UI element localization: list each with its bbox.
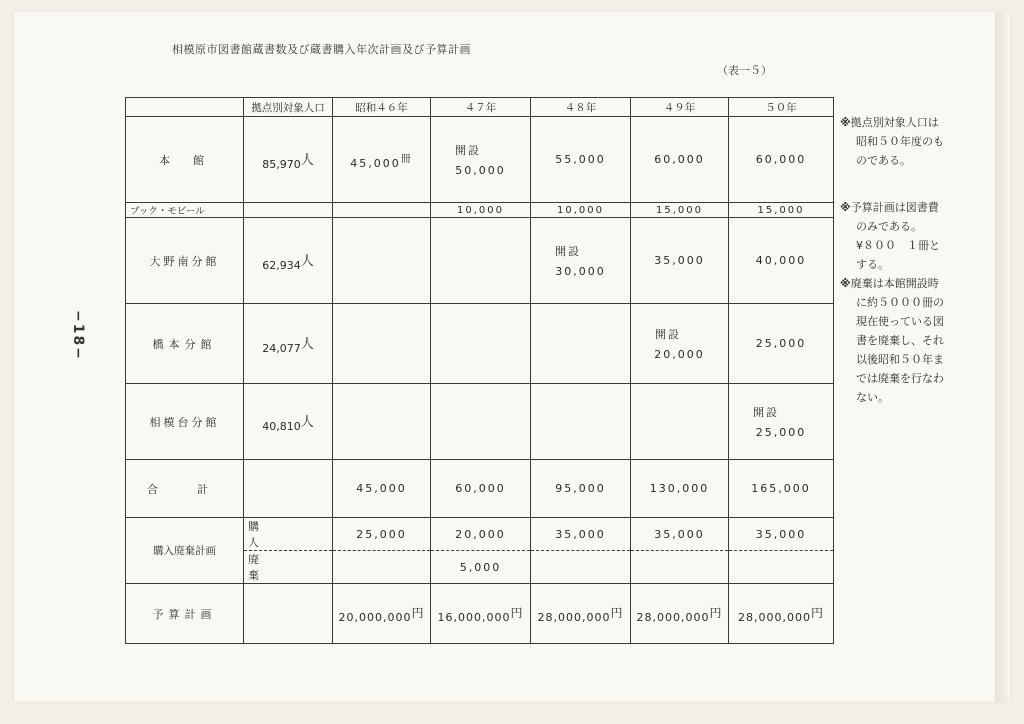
bookmobile-y46: [333, 203, 431, 218]
note-text: 拠点別対象人口は: [850, 116, 939, 129]
bookmobile-y47: 10,000: [431, 203, 531, 218]
total-y49: 130,000: [631, 460, 729, 518]
budget-value: 28,000,000: [738, 610, 811, 624]
opening-note: 開設: [455, 144, 481, 157]
yen-unit: 円: [810, 605, 824, 620]
onominami-y49: 35,000: [631, 218, 729, 304]
note-line: [840, 113, 960, 132]
bookmobile-population: [244, 203, 333, 218]
row-label-hashimoto: 橋本分館: [126, 304, 244, 384]
main-y47: [431, 117, 531, 203]
discard-y46: [333, 551, 431, 584]
row-bookmobile: [126, 203, 834, 218]
header-y48: ４８年: [531, 98, 631, 117]
note-line: ない。: [856, 391, 889, 404]
sagamidai-y48: [531, 384, 631, 460]
row-label-purchase-plan: 購入廃棄計画: [126, 518, 244, 584]
budget-value: 28,000,000: [636, 610, 710, 624]
table-label: （表一５）: [717, 64, 772, 77]
hashimoto-y46: [333, 304, 431, 384]
total-y50: 165,000: [729, 460, 834, 518]
population-value: 40,810: [262, 419, 301, 433]
main-y46-value: 45,000: [350, 156, 401, 170]
sagamidai-y46: [333, 384, 431, 460]
population-hashimoto: [244, 304, 333, 384]
page-edge: [995, 12, 1009, 702]
population-unit: 人: [300, 253, 314, 269]
population-onominami: [244, 218, 333, 304]
total-population: [244, 460, 333, 518]
main-y50: 60,000: [729, 117, 834, 203]
row-onominami: [126, 218, 834, 304]
bookmobile-y50: 15,000: [729, 203, 834, 218]
budget-value: 20,000,000: [338, 610, 412, 624]
note-mark: ※: [840, 201, 851, 214]
header-row: [126, 98, 834, 117]
yen-unit: 円: [610, 605, 624, 620]
hashimoto-y47: [431, 304, 531, 384]
hashimoto-y50: 25,000: [729, 304, 834, 384]
opening-note: 開設: [655, 328, 681, 341]
yen-unit: 円: [510, 605, 524, 620]
note-line: 書を廃棄し、それ: [856, 334, 944, 347]
note-line: のみである。: [856, 220, 922, 233]
population-sagamidai: [244, 384, 333, 460]
note-population: [840, 113, 960, 170]
note-line: では廃棄を行なわ: [856, 372, 944, 385]
discard-y47: 5,000: [431, 551, 531, 584]
purchase-label: 購 人: [244, 518, 333, 551]
note-line: する。: [856, 258, 889, 271]
note-line: に約５０００冊の: [856, 296, 944, 309]
row-label-main-library: 本 館: [126, 117, 244, 203]
note-line: のである。: [856, 154, 911, 167]
row-hashimoto: [126, 304, 834, 384]
purchase-y48: 35,000: [531, 518, 631, 551]
yen-unit: 円: [411, 605, 425, 620]
budget-y47: [431, 584, 531, 644]
note-line: [840, 274, 960, 293]
onominami-y48: [531, 218, 631, 304]
budget-value: 16,000,000: [437, 610, 511, 624]
sagamidai-y47: [431, 384, 531, 460]
purchase-y50: 35,000: [729, 518, 834, 551]
population-unit: 人: [300, 414, 314, 430]
population-value: 24,077: [262, 341, 301, 355]
hashimoto-y49: [631, 304, 729, 384]
row-budget: [126, 584, 834, 644]
hashimoto-y48: [531, 304, 631, 384]
discard-y50: [729, 551, 834, 584]
row-total: [126, 460, 834, 518]
note-mark: ※: [840, 277, 851, 290]
note-text: 廃棄は本館開設時: [850, 277, 939, 290]
sagamidai-y50-value: 25,000: [755, 426, 807, 439]
discard-label: 廃 棄: [244, 551, 333, 584]
note-text: 予算計画は図書費: [850, 201, 939, 214]
row-label-total: 合 計: [126, 460, 244, 518]
population-unit: 人: [300, 336, 314, 352]
total-y48: 95,000: [531, 460, 631, 518]
note-line: [840, 198, 960, 217]
population-value: 85,970: [262, 157, 301, 171]
total-y46: 45,000: [333, 460, 431, 518]
row-label-sagamidai: 相模台分館: [126, 384, 244, 460]
document-title: 相模原市図書館蔵書数及び蔵書購入年次計画及び予算計画: [172, 43, 471, 56]
note-line: 現在使っている図: [856, 315, 944, 328]
budget-value: 28,000,000: [537, 610, 611, 624]
header-y46: 昭和４６年: [333, 98, 431, 117]
row-label-onominami: 大野南分館: [126, 218, 244, 304]
onominami-y48-value: 30,000: [555, 265, 606, 278]
header-cell-blank: [126, 98, 244, 117]
note-budget: [840, 198, 960, 274]
note-line: 以後昭和５０年ま: [856, 353, 944, 366]
note-line: ¥８００ １冊と: [856, 239, 940, 252]
budget-y50: [729, 584, 834, 644]
population-unit: 人: [300, 152, 314, 168]
budget-y46: [333, 584, 431, 644]
row-main-library: [126, 117, 834, 203]
opening-note: 開設: [555, 245, 581, 258]
main-y46: [333, 117, 431, 203]
header-y50: ５０年: [729, 98, 834, 117]
page-number: −18−: [70, 310, 86, 361]
note-line: 昭和５０年度のも: [856, 135, 944, 148]
plan-table: [125, 97, 834, 644]
discard-y48: [531, 551, 631, 584]
purchase-y47: 20,000: [431, 518, 531, 551]
row-label-bookmobile: ブック・モビール: [126, 203, 244, 218]
total-y47: 60,000: [431, 460, 531, 518]
purchase-y49: 35,000: [631, 518, 729, 551]
budget-population: [244, 584, 333, 644]
row-purchase: [126, 518, 834, 551]
discard-y49: [631, 551, 729, 584]
opening-note: 開設: [753, 406, 779, 419]
bookmobile-y49: 15,000: [631, 203, 729, 218]
volume-unit: 冊: [400, 153, 413, 165]
side-notes: [840, 113, 960, 407]
bookmobile-y48: 10,000: [531, 203, 631, 218]
budget-y49: [631, 584, 729, 644]
onominami-y50: 40,000: [729, 218, 834, 304]
budget-y48: [531, 584, 631, 644]
main-y49: 60,000: [631, 117, 729, 203]
main-y47-value: 50,000: [455, 164, 506, 177]
onominami-y46: [333, 218, 431, 304]
header-y49: ４９年: [631, 98, 729, 117]
main-y48: 55,000: [531, 117, 631, 203]
note-mark: ※: [840, 116, 851, 129]
population-main-library: [244, 117, 333, 203]
note-discard: [840, 274, 960, 407]
population-value: 62,934: [262, 258, 301, 272]
purchase-y46: 25,000: [333, 518, 431, 551]
row-sagamidai: [126, 384, 834, 460]
row-label-budget: 予算計画: [126, 584, 244, 644]
header-y47: ４７年: [431, 98, 531, 117]
onominami-y47: [431, 218, 531, 304]
yen-unit: 円: [709, 605, 723, 620]
hashimoto-y49-value: 20,000: [654, 348, 705, 361]
sagamidai-y50: [729, 384, 834, 460]
header-population: 拠点別対象人口: [244, 98, 333, 117]
sagamidai-y49: [631, 384, 729, 460]
